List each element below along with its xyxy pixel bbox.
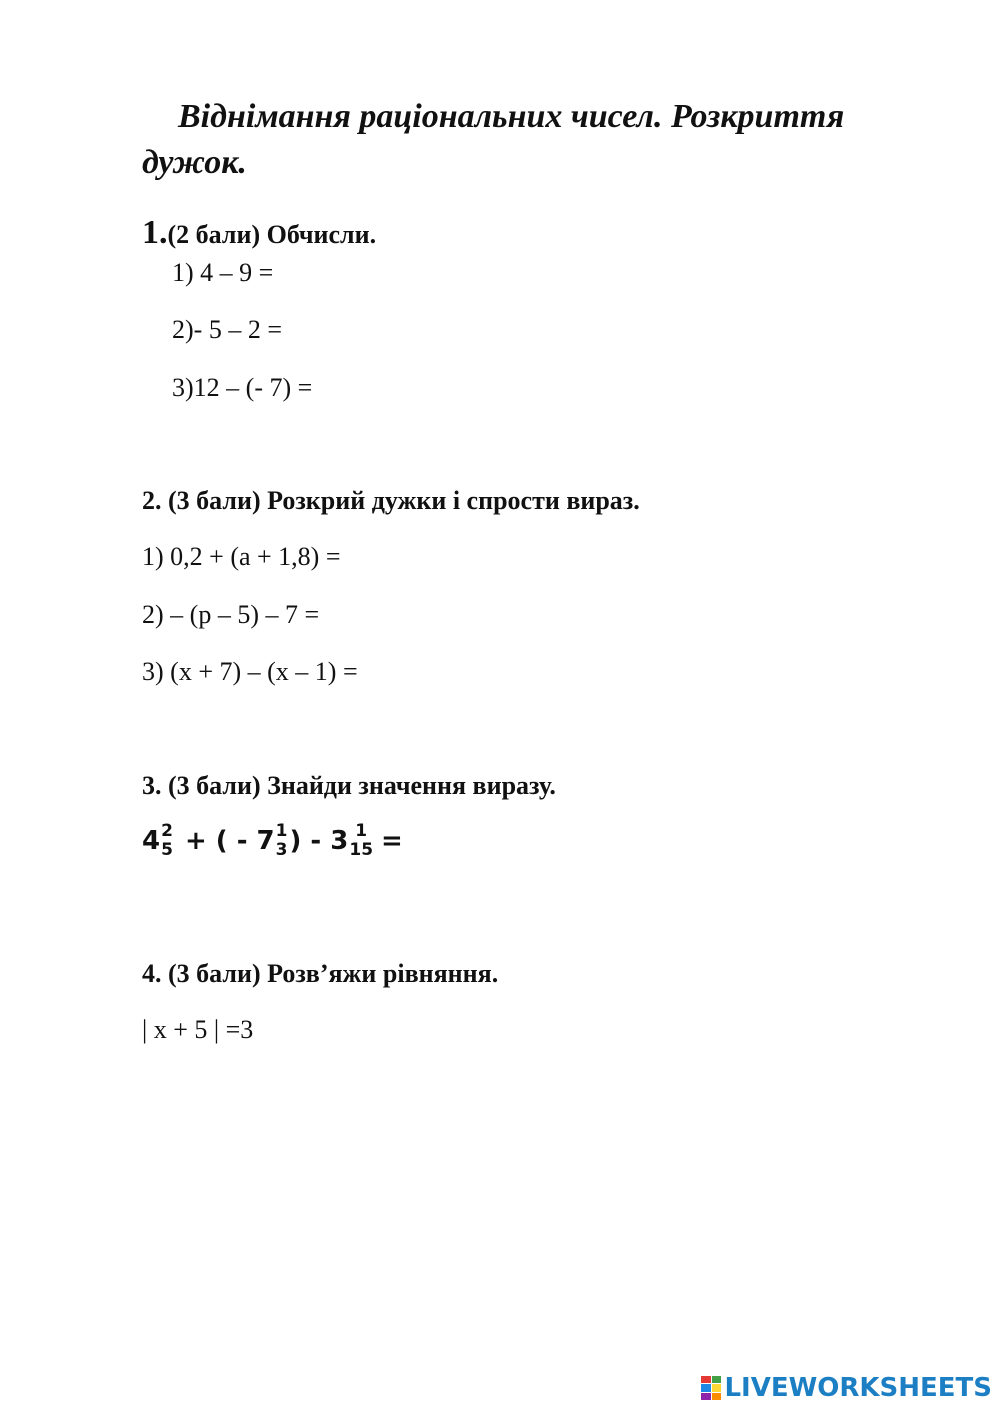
fraction-2-denominator: 3 (275, 840, 288, 860)
logo-icon (701, 1376, 721, 1400)
fraction-3-denominator: 15 (349, 840, 374, 860)
task4-heading: 4. (3 бали) Розв’яжи рівняння. (142, 959, 499, 988)
fraction-1 (161, 822, 173, 860)
task2-item-3: 3) (x + 7) – (x – 1) = (142, 657, 358, 686)
fraction-2 (276, 822, 288, 860)
task1-header (142, 214, 376, 252)
worksheet-title: Віднімання раціональних чисел. Розкриття дужок. (142, 98, 845, 181)
equals-sign: = (381, 826, 403, 856)
task1-item-2: 2)- 5 – 2 = (172, 315, 282, 344)
fraction-3 (349, 822, 373, 860)
task2-heading: 2. (3 бали) Розкрий дужки і спрости вираз. (142, 486, 640, 515)
task1-heading: (2 бали) Обчисли. (167, 220, 377, 249)
task3-heading: 3. (3 бали) Знайди значення виразу. (142, 771, 556, 800)
fraction-1-numerator: 2 (161, 821, 173, 841)
fraction-3-numerator: 1 (355, 821, 368, 841)
mixed-whole-1: 4 (142, 826, 161, 856)
expression-part-1: + ( - 7 (184, 826, 275, 856)
task1-number: 1. (142, 214, 168, 251)
expression-part-2: ) - 3 (289, 826, 349, 856)
fraction-2-numerator: 1 (275, 821, 288, 841)
task1-item-3: 3)12 – (- 7) = (172, 373, 313, 402)
task2-item-2: 2) – (p – 5) – 7 = (142, 600, 320, 629)
logo-text: LIVEWORKSHEETS (724, 1373, 992, 1403)
task3-expression (142, 822, 403, 860)
task2-item-1: 1) 0,2 + (a + 1,8) = (142, 542, 341, 571)
liveworksheets-logo (701, 1373, 992, 1403)
task1-item-1: 1) 4 – 9 = (172, 258, 274, 287)
task4-equation: | x + 5 | =3 (142, 1015, 254, 1044)
fraction-1-denominator: 5 (161, 840, 173, 860)
